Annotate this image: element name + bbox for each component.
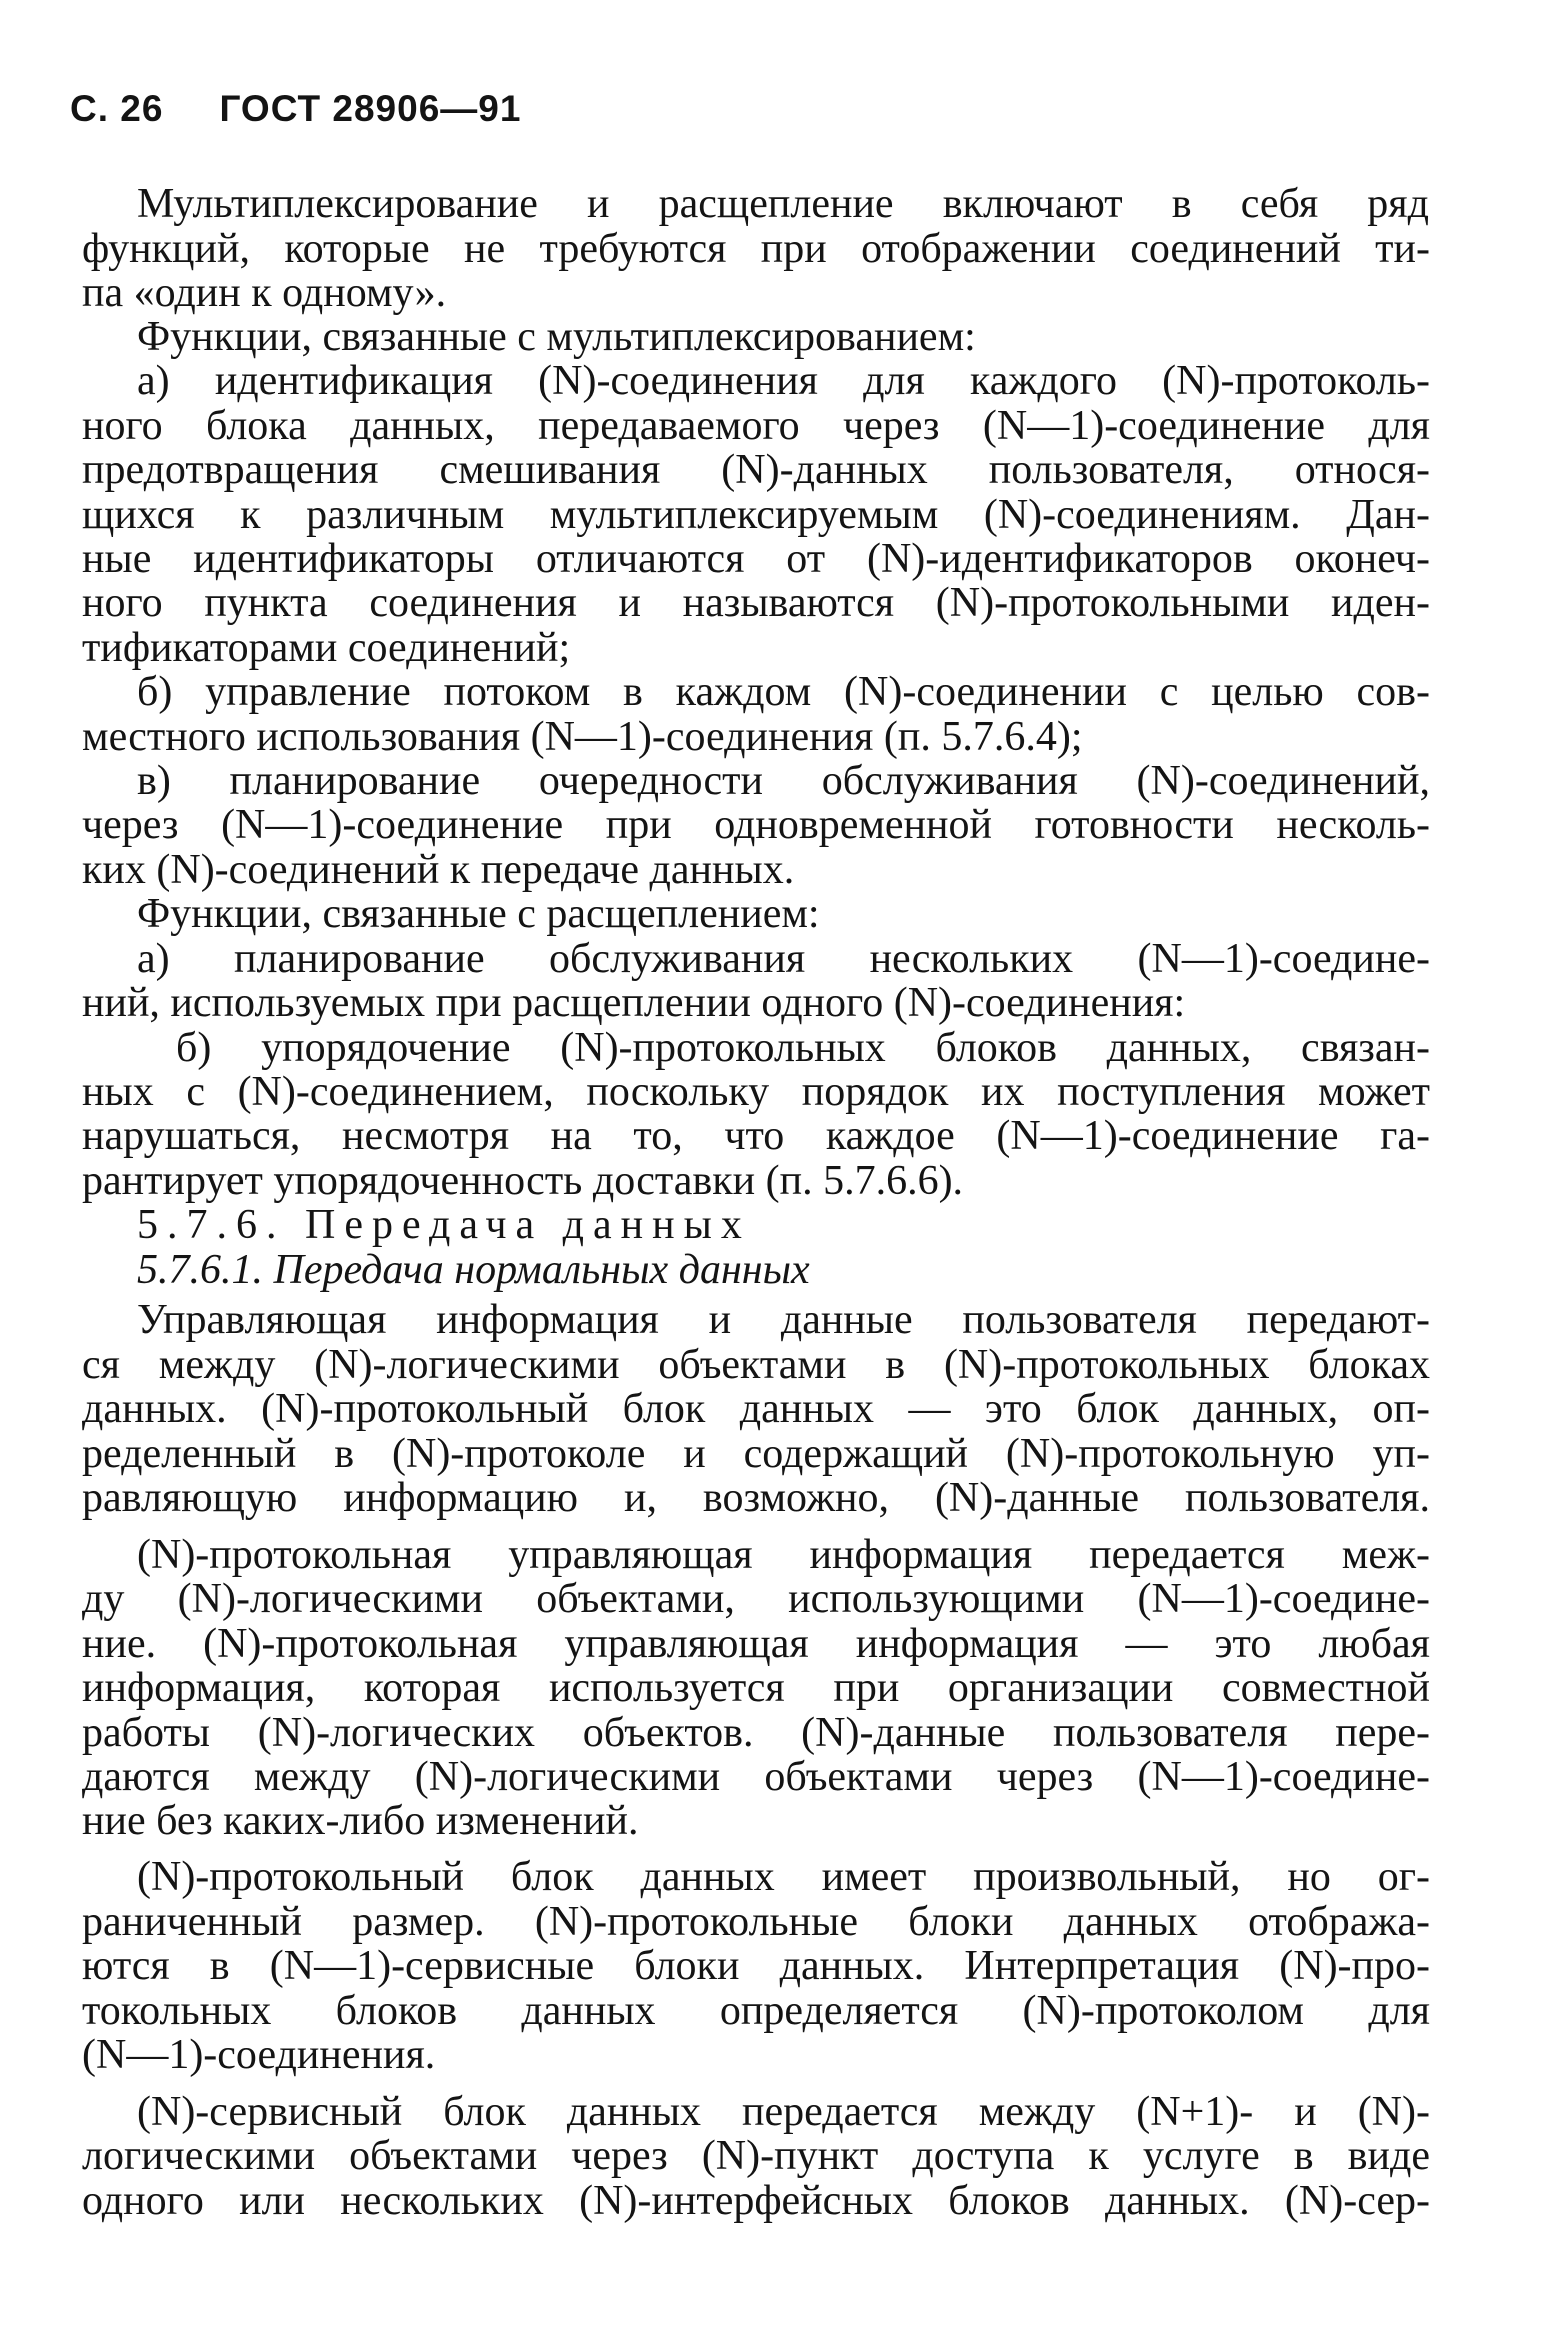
page-number: С. 26 bbox=[70, 88, 164, 129]
text-line: Функции, связанные с расщеплением: bbox=[137, 891, 820, 937]
text-line: ределенный в (N)-протоколе и содержащий (N)-протокольную уп- bbox=[82, 1431, 1430, 1477]
text-line: ных с (N)-соединением, поскольку порядок их поступления может bbox=[82, 1069, 1430, 1115]
text-line: данных. (N)-протокольный блок данных — это блок данных, оп- bbox=[82, 1386, 1430, 1432]
text-line: ся между (N)-логическими объектами в (N)-протокольных блоках bbox=[82, 1342, 1430, 1388]
text-line: (N)-протокольная управляющая информация передается меж- bbox=[137, 1532, 1430, 1578]
text-line: (N—1)-соединения. bbox=[82, 2032, 436, 2078]
text-line: (N)-протокольный блок данных имеет произвольный, но ог- bbox=[137, 1854, 1430, 1900]
section-heading: 5.7.6. Передача данных bbox=[137, 1202, 751, 1248]
text-line: равляющую информацию и, возможно, (N)-данные пользователя. bbox=[82, 1475, 1430, 1521]
text-line: а) планирование обслуживания нескольких (N—1)-соедине- bbox=[137, 936, 1430, 982]
text-line: ются в (N—1)-сервисные блоки данных. Интерпретация (N)-про- bbox=[82, 1943, 1430, 1989]
text-line: а) идентификация (N)-соединения для каждого (N)-протоколь- bbox=[137, 358, 1430, 404]
standard-designation: ГОСТ 28906—91 bbox=[219, 88, 522, 129]
text-line: ние без каких-либо изменений. bbox=[82, 1798, 639, 1844]
text-line: па «один к одному». bbox=[82, 270, 447, 316]
text-line: местного использования (N—1)-соединения (п. 5.7.6.4); bbox=[82, 714, 1083, 760]
text-line: нарушаться, несмотря на то, что каждое (N—1)-соединение га- bbox=[82, 1113, 1430, 1159]
subsection-heading: 5.7.6.1. Передача нормальных данных bbox=[137, 1247, 810, 1293]
text-line: ких (N)-соединений к передаче данных. bbox=[82, 847, 795, 893]
text-line: ду (N)-логическими объектами, использующими (N—1)-соедине- bbox=[82, 1576, 1430, 1622]
text-line: предотвращения смешивания (N)-данных пользователя, относя- bbox=[82, 447, 1430, 493]
text-line: ного блока данных, передаваемого через (N—1)-соединение для bbox=[82, 403, 1430, 449]
text-line: через (N—1)-соединение при одновременной готовности несколь- bbox=[82, 802, 1430, 848]
text-line: работы (N)-логических объектов. (N)-данные пользователя пере- bbox=[82, 1710, 1430, 1756]
text-line: Мультиплексирование и расщепление включают в себя ряд bbox=[137, 181, 1429, 227]
text-line: даются между (N)-логическими объектами через (N—1)-соедине- bbox=[82, 1754, 1430, 1800]
text-line: Функции, связанные с мультиплексированием: bbox=[137, 314, 976, 360]
text-line: ний, используемых при расщеплении одного (N)-соединения: bbox=[82, 980, 1186, 1026]
text-line: токольных блоков данных определяется (N)-протоколом для bbox=[82, 1988, 1430, 2034]
text-line: ные идентификаторы отличаются от (N)-идентификаторов оконеч- bbox=[82, 536, 1430, 582]
page-header bbox=[70, 88, 521, 130]
text-line: одного или нескольких (N)-интерфейсных блоков данных. (N)-сер- bbox=[82, 2178, 1430, 2224]
text-line: раниченный размер. (N)-протокольные блоки данных отобража- bbox=[82, 1899, 1430, 1945]
text-line: ние. (N)-протокольная управляющая информация — это любая bbox=[82, 1621, 1430, 1667]
text-line: логическими объектами через (N)-пункт доступа к услуге в виде bbox=[82, 2133, 1430, 2179]
text-line: Управляющая информация и данные пользователя передают- bbox=[137, 1297, 1430, 1343]
text-line: (N)-сервисный блок данных передается между (N+1)- и (N)- bbox=[137, 2089, 1430, 2135]
text-line: рантирует упорядоченность доставки (п. 5.7.6.6). bbox=[82, 1158, 964, 1204]
text-line: в) планирование очередности обслуживания (N)-соединений, bbox=[137, 758, 1430, 804]
text-line: функций, которые не требуются при отображении соединений ти- bbox=[82, 226, 1430, 272]
text-line: б) упорядочение (N)-протокольных блоков данных, связан- bbox=[176, 1025, 1430, 1071]
text-line: информация, которая используется при организации совместной bbox=[82, 1665, 1430, 1711]
text-line: щихся к различным мультиплексируемым (N)-соединениям. Дан- bbox=[82, 492, 1430, 538]
text-line: ного пункта соединения и называются (N)-протокольными иден- bbox=[82, 580, 1430, 626]
text-line: тификаторами соединений; bbox=[82, 625, 571, 671]
text-line: б) управление потоком в каждом (N)-соединении с целью сов- bbox=[137, 669, 1430, 715]
